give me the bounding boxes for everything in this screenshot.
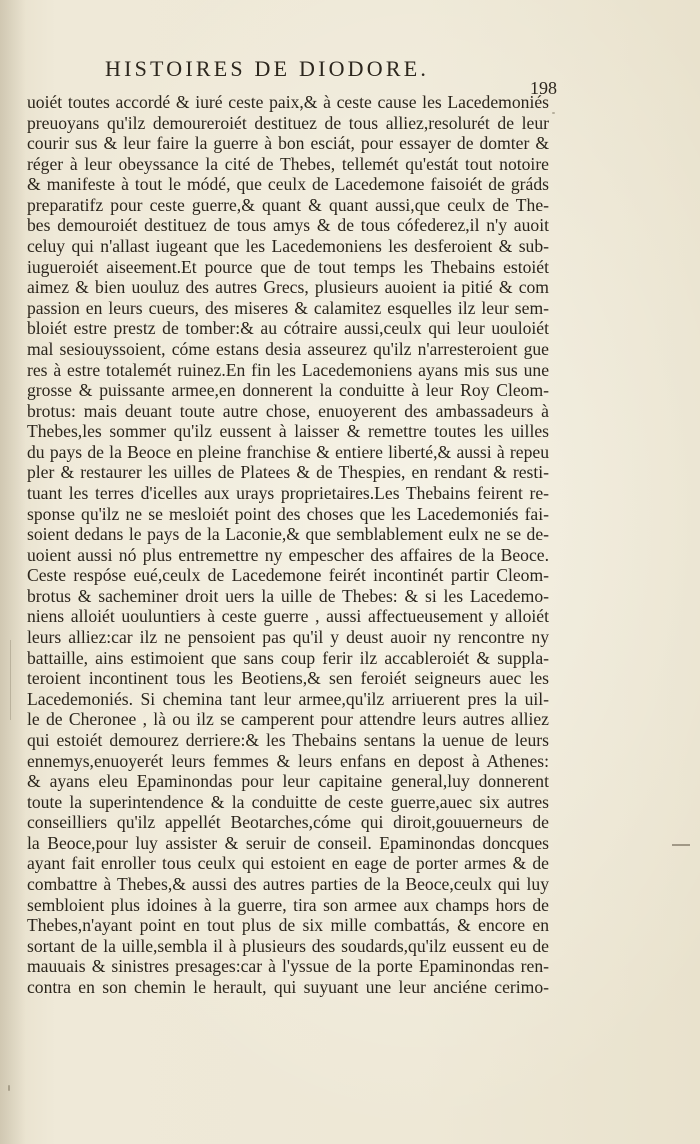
text-line: bloiét estre prestz de tomber:& au cótraire aussi,ceulx qui leur uouloiét — [27, 318, 549, 339]
text-line: & manifeste à tout le módé, que ceulx de Lacedemone faisoiét de gráds — [27, 174, 549, 195]
text-block — [27, 92, 549, 997]
text-line: uoiét toutes accordé & iuré ceste paix,& à ceste cause les Lacedemoniés — [27, 92, 549, 112]
text-line: ayant fait enroller tous ceulx qui estoient en eage de porter armes & de — [27, 853, 549, 874]
text-line: sponse qu'ilz ne se mesloiét point des choses que les Lacedemoniés fai- — [27, 503, 549, 524]
text-line: ennemys,enuoyerét leurs femmes & leurs enfans en depost à Athenes: — [27, 750, 549, 771]
text-line: brotus & sacheminer droit uers la uille de Thebes: & si les Lacedemo- — [27, 585, 549, 606]
text-line: preparatifz pour ceste guerre,& quant & quant aussi,que ceulx de The- — [27, 194, 549, 215]
text-line: Lacedemoniés. Si chemina tant leur armee,qu'ilz arriuerent pres la uil- — [27, 688, 549, 709]
text-line: du pays de la Beoce en pleine franchise & entiere liberté,& aussi à repeu — [27, 441, 549, 462]
text-line: le de Cheronee , là ou ilz se camperent pour attendre leurs autres alliez — [27, 709, 549, 730]
text-line: brotus: mais deuant toute autre chose, enuoyerent des ambassadeurs à — [27, 400, 549, 421]
paper-fleck — [8, 1085, 10, 1091]
text-line: Thebes,les sommer qu'ilz eussent à laisser & remettre toutes les uilles — [27, 421, 549, 442]
text-line: bes demouroiét destituez de tous amys & de tous cófederez,il n'y auoit — [27, 215, 549, 236]
text-line: mauuais & sinistres presages:car à l'yssue de la porte Epaminondas ren- — [27, 956, 549, 977]
text-line: soient dedans le pays de la Laconie,& que semblablement eulx ne se de- — [27, 524, 549, 545]
running-title: HISTOIRES DE DIODORE. — [105, 56, 430, 81]
text-line: leurs alliez:car ilz ne pensoient pas qu'il y deust auoir ny rencontre ny — [27, 627, 549, 648]
margin-dash — [672, 844, 690, 846]
text-line: preuoyans qu'ilz demoureroiét destituez de tous alliez,resolurét de leur — [27, 112, 549, 133]
paper-fleck — [552, 112, 555, 114]
text-line: contra en son chemin le herault, qui suyuant une leur anciéne cerimo- — [27, 976, 549, 997]
text-line: grosse & puissante armee,en donnerent la conduitte à leur Roy Cleom- — [27, 380, 549, 401]
text-line: courir sus & leur faire la guerre à bon esciát, pour essayer de domter & — [27, 133, 549, 154]
text-line: celuy qui n'allast iugeant que les Lacedemoniens les desferoient & sub- — [27, 236, 549, 257]
text-line: Ceste respóse eué,ceulx de Lacedemone feirét incontinét partir Cleom- — [27, 565, 549, 586]
text-line: & ayans eleu Epaminondas pour leur capitaine general,luy donnerent — [27, 771, 549, 792]
text-line: niens alloiét uouluntiers à ceste guerre , aussi affectueusement y alloiét — [27, 606, 549, 627]
spine-shadow — [0, 0, 26, 1144]
text-line: battaille, ains estimoient que sans coup ferir ilz accableroiét & suppla- — [27, 647, 549, 668]
text-line: qui estoiét demourez derriere:& les Thebains sentans la uenue de leurs — [27, 729, 549, 750]
margin-mark — [10, 640, 11, 720]
text-line: uoient aussi nó plus entremettre ny empescher des affaires de la Beoce. — [27, 544, 549, 565]
text-line: tuant les terres d'icelles aux urays proprietaires.Les Thebains feirent re- — [27, 482, 549, 503]
text-line: pler & restaurer les uilles de Platees & de Thespies, en rendant & resti- — [27, 462, 549, 483]
text-line: passion en leurs cueurs, des miseres & calamitez esquelles ilz leur sem- — [27, 297, 549, 318]
text-line: sortant de la uille,sembla il à plusieurs des soudards,qu'ilz eussent eu de — [27, 935, 549, 956]
text-line: sembloient plus idoines à la guerre, tira son armee aux champs hors de — [27, 894, 549, 915]
page-number: 198 — [530, 78, 557, 98]
text-line: réger à leur obeyssance la cité de Thebes, tellemét qu'estát tout notoire — [27, 153, 549, 174]
text-line: la Beoce,pour luy assister & seruir de conseil. Epaminondas doncques — [27, 832, 549, 853]
text-line: toute la superintendence & la conduitte de ceste guerre,auec six autres — [27, 791, 549, 812]
text-line: iugueroiét aiseement.Et pource que de tout temps les Thebains estoiét — [27, 256, 549, 277]
text-line: Thebes,n'ayant point en tout plus de six mille combattás, & encore en — [27, 915, 549, 936]
text-line: res à estre totalemét ruinez.En fin les Lacedemoniens ayans mis sus une — [27, 359, 549, 380]
text-line: combattre à Thebes,& aussi des autres parties de la Beoce,ceulx qui luy — [27, 873, 549, 894]
text-line: aimez & bien uouluz des autres Grecs, plusieurs auoient ia pitié & com — [27, 277, 549, 298]
text-line: conseilliers qu'ilz appellét Beotarches,cóme qui diroit,gouuerneurs de — [27, 812, 549, 833]
text-line: teroient incontinent tous les Beotiens,& sen feroiét seigneurs auec les — [27, 668, 549, 689]
text-line: mal sesiouyssoient, cóme estans desia asseurez qu'ilz n'arresteroient gue — [27, 338, 549, 359]
